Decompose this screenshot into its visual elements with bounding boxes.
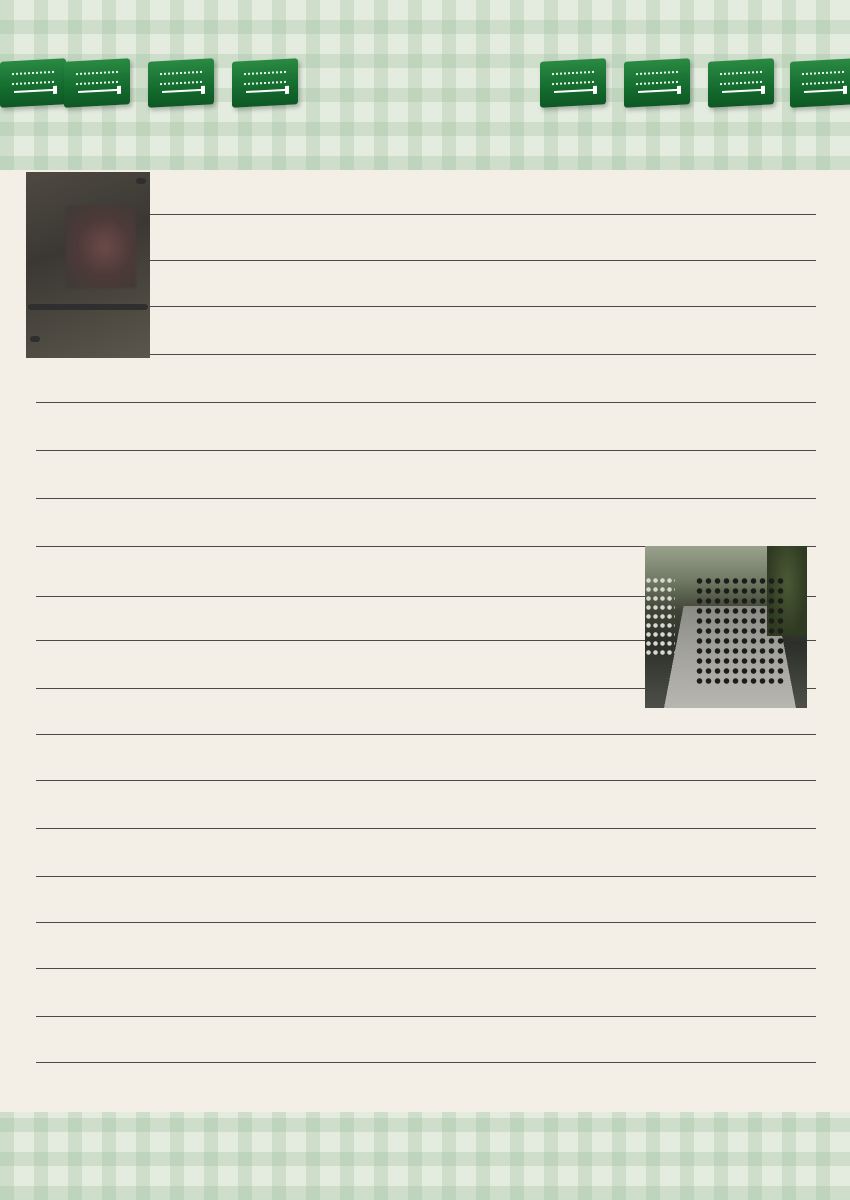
rule-line [36,828,816,829]
rule-line [36,968,816,969]
blurred-photo [66,206,136,288]
rule-line [36,402,816,403]
rule-line [36,306,816,307]
page-title [300,42,550,132]
rule-line [36,354,816,355]
rule-line [36,1016,816,1017]
saudi-flag-icon [624,58,690,107]
saudi-flag-icon [64,58,130,107]
saudi-flag-icon [232,58,298,107]
rule-line [36,876,816,877]
rule-line [36,780,816,781]
saudi-flag-icon [708,58,774,107]
saudi-flag-icon [148,58,214,107]
chat-message-bottom [30,336,40,342]
military-parade-photo [645,546,807,708]
rule-line [36,1062,816,1063]
chat-message-mid [28,304,148,310]
rule-line [36,734,816,735]
footer-decor [0,1112,850,1200]
chat-screenshot [26,172,150,358]
rule-line [36,922,816,923]
rule-line [36,450,816,451]
rule-line [36,498,816,499]
saudi-flag-icon [0,58,66,107]
footer-banner [0,1112,850,1200]
rule-line [36,214,816,215]
saudi-flag-icon [790,58,850,107]
chat-message-top [136,178,146,184]
rule-line [36,260,816,261]
